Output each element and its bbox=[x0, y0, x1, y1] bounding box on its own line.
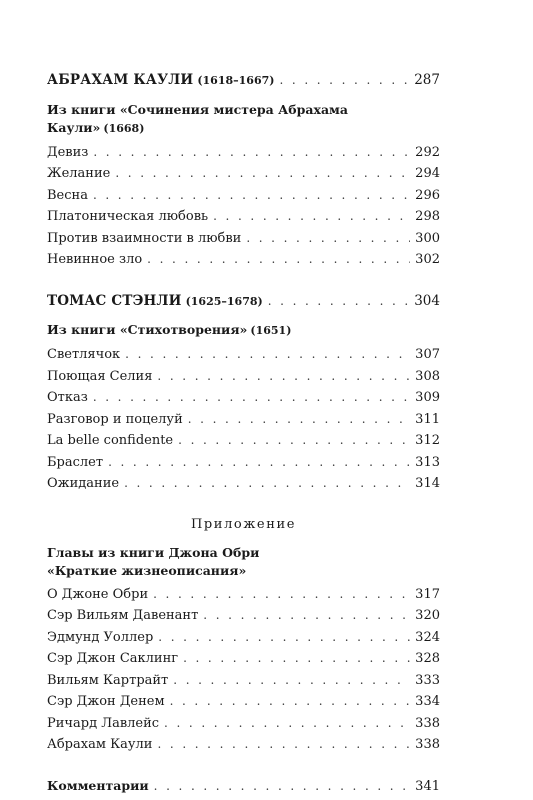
toc-entry[interactable] bbox=[47, 473, 440, 495]
page-number: 304 bbox=[414, 292, 440, 309]
toc-entry[interactable] bbox=[47, 228, 440, 250]
toc-entry[interactable] bbox=[47, 185, 440, 207]
page-number: 311 bbox=[415, 411, 440, 427]
author-name: АБРАХАМ КАУЛИ bbox=[47, 72, 194, 88]
entry-title: Эдмунд Уоллер bbox=[47, 629, 154, 645]
toc-entry[interactable] bbox=[47, 605, 440, 627]
toc-entry[interactable] bbox=[47, 713, 440, 735]
dot-leader bbox=[93, 185, 410, 206]
page-number: 338 bbox=[415, 715, 440, 731]
toc-entry[interactable] bbox=[47, 249, 440, 271]
entry-title: Отказ bbox=[47, 390, 88, 405]
toc-entry[interactable] bbox=[47, 648, 440, 670]
toc-entry[interactable] bbox=[47, 142, 440, 164]
entry-title: Браслет bbox=[47, 454, 104, 470]
toc-entry[interactable] bbox=[47, 691, 440, 713]
toc-entry[interactable] bbox=[47, 430, 440, 452]
author-years: (1618–1667) bbox=[197, 74, 275, 87]
book-title: Из книги «Стихотворения» (1651) bbox=[47, 322, 292, 337]
toc-commentary-row[interactable] bbox=[47, 776, 440, 798]
dot-leader bbox=[147, 249, 410, 270]
toc-entry[interactable] bbox=[47, 584, 440, 606]
toc-entry[interactable] bbox=[47, 387, 440, 409]
page-number: 317 bbox=[415, 586, 440, 602]
page-number: 312 bbox=[415, 433, 440, 448]
page-number: 296 bbox=[415, 187, 440, 203]
page-number: 292 bbox=[415, 144, 440, 160]
entry-title: Против взаимности в любви bbox=[47, 230, 242, 246]
entry-title: Весна bbox=[47, 187, 88, 203]
entry-title: Желание bbox=[47, 166, 111, 181]
dot-leader bbox=[157, 366, 410, 387]
page-number: 338 bbox=[415, 737, 440, 752]
page-number: 309 bbox=[415, 390, 440, 405]
page-number: 314 bbox=[415, 476, 440, 491]
dot-leader bbox=[124, 473, 410, 494]
entry-title: Платоническая любовь bbox=[47, 209, 209, 224]
page-number: 333 bbox=[415, 672, 440, 688]
book-title: Из книги «Сочинения мистера Абрахама Каули» (1668) bbox=[47, 101, 348, 135]
toc-entry[interactable] bbox=[47, 670, 440, 692]
entry-title: Девиз bbox=[47, 144, 89, 160]
page-number: 307 bbox=[415, 347, 440, 362]
dot-leader bbox=[93, 142, 410, 163]
dot-leader bbox=[268, 291, 410, 312]
page-number: 341 bbox=[415, 778, 440, 794]
entry-title: Разговор и поцелуй bbox=[47, 411, 183, 427]
toc-author-row[interactable] bbox=[47, 291, 440, 313]
dot-leader bbox=[178, 430, 410, 451]
dot-leader bbox=[154, 776, 411, 797]
dot-leader bbox=[203, 605, 410, 626]
entry-title: Комментарии bbox=[47, 777, 149, 793]
toc-entry[interactable] bbox=[47, 627, 440, 649]
entry-title: La belle confidente bbox=[47, 433, 174, 448]
dot-leader bbox=[164, 713, 410, 734]
page-number: 334 bbox=[415, 694, 440, 709]
dot-leader bbox=[157, 734, 410, 755]
dot-leader bbox=[153, 584, 410, 605]
author-name: ТОМАС СТЭНЛИ bbox=[47, 292, 182, 309]
entry-title: О Джоне Обри bbox=[47, 586, 149, 602]
page-number: 302 bbox=[415, 252, 440, 267]
table-of-contents bbox=[47, 70, 440, 797]
entry-title: Светлячок bbox=[47, 347, 121, 362]
appendix-heading: Приложение bbox=[190, 516, 297, 532]
entry-title: Поющая Селия bbox=[47, 368, 153, 384]
toc-entry[interactable] bbox=[47, 344, 440, 366]
entry-title: Ожидание bbox=[47, 476, 120, 491]
entry-title: Невинное зло bbox=[47, 252, 143, 267]
entry-title: Абрахам Каули bbox=[47, 737, 153, 752]
entry-title: Ричард Лавлейс bbox=[47, 715, 160, 731]
dot-leader bbox=[108, 452, 410, 473]
toc-entry[interactable] bbox=[47, 734, 440, 756]
toc-entry[interactable] bbox=[47, 452, 440, 474]
dot-leader bbox=[170, 691, 411, 712]
author-years: (1625–1678) bbox=[185, 294, 263, 308]
toc-entry[interactable] bbox=[47, 409, 440, 431]
appendix-book-title: Главы из книги Джона Обри «Краткие жизнеописания» bbox=[47, 544, 260, 578]
page-number: 320 bbox=[415, 608, 440, 623]
page-number: 328 bbox=[415, 651, 440, 666]
dot-leader bbox=[183, 648, 410, 669]
toc-entry[interactable] bbox=[47, 163, 440, 185]
page-number: 298 bbox=[415, 209, 440, 224]
page-number: 324 bbox=[415, 629, 440, 645]
entry-title: Сэр Вильям Давенант bbox=[47, 608, 199, 623]
dot-leader bbox=[188, 409, 410, 430]
toc-author-row[interactable] bbox=[47, 70, 440, 92]
dot-leader bbox=[115, 163, 410, 184]
entry-title: Сэр Джон Саклинг bbox=[47, 651, 179, 666]
dot-leader bbox=[125, 344, 410, 365]
page-number: 300 bbox=[415, 230, 440, 246]
toc-entry[interactable] bbox=[47, 366, 440, 388]
page-number: 308 bbox=[415, 368, 440, 384]
dot-leader bbox=[246, 228, 410, 249]
page-number: 313 bbox=[415, 454, 440, 470]
dot-leader bbox=[93, 387, 410, 408]
toc-entry[interactable] bbox=[47, 206, 440, 228]
dot-leader bbox=[213, 206, 410, 227]
entry-title: Сэр Джон Денем bbox=[47, 694, 165, 709]
dot-leader bbox=[173, 670, 410, 691]
page-number: 294 bbox=[415, 166, 440, 181]
page-number: 287 bbox=[414, 72, 440, 88]
entry-title: Вильям Картрайт bbox=[47, 672, 169, 688]
dot-leader bbox=[158, 627, 410, 648]
dot-leader bbox=[279, 70, 409, 91]
